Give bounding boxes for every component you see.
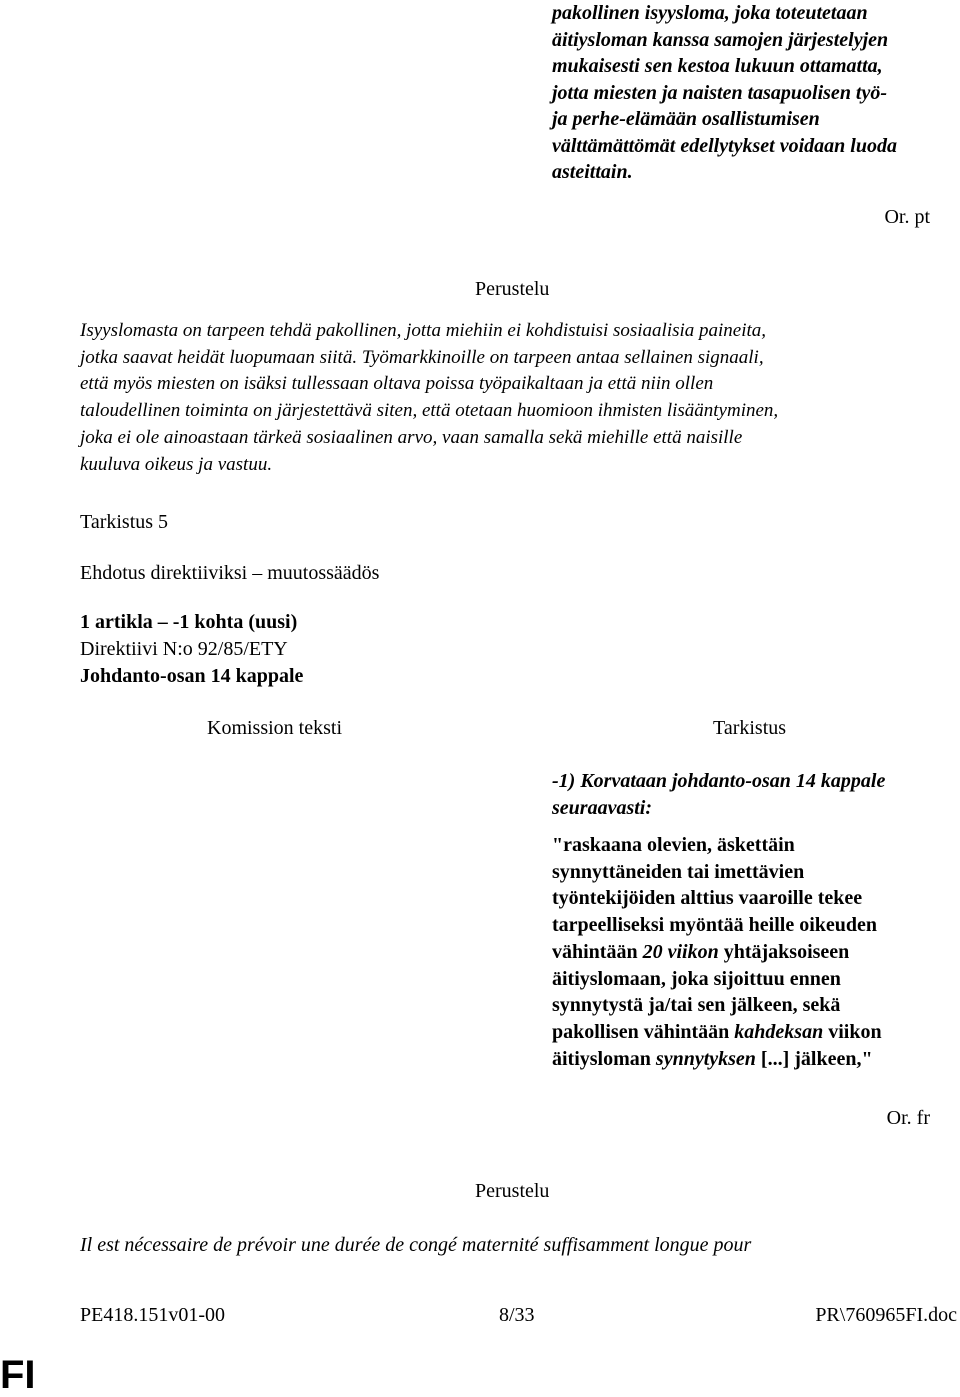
text-line: "raskaana olevien, äskettäin [552, 834, 795, 856]
justification-heading: Perustelu [475, 1180, 550, 1202]
emphasized-span: kahdeksan [734, 1020, 824, 1043]
text-line [552, 939, 882, 966]
directive-reference: Direktiivi N:o 92/85/ETY [80, 638, 288, 660]
footer-page-number: 8/33 [499, 1304, 535, 1326]
justification-text: Il est nécessaire de prévoir une durée de congé maternité suffisamment longue pour [80, 1234, 752, 1256]
text-span: vähintään [552, 940, 643, 963]
justification-heading: Perustelu [475, 278, 550, 300]
emphasized-span: 20 viikon [642, 940, 719, 963]
text-line: seuraavasti: [552, 796, 652, 819]
text-span: yhtäjaksoiseen [718, 940, 850, 963]
text-span: äitiysloman [552, 1047, 656, 1070]
text-line: asteittain. [552, 161, 633, 183]
text-line: kuuluva oikeus ja vastuu. [80, 453, 273, 475]
article-reference: 1 artikla – -1 kohta (uusi) [80, 611, 298, 633]
amendment-quote [552, 832, 882, 1072]
text-span: [...] jälkeen," [755, 1047, 873, 1070]
text-line: äitiysloman kanssa samojen järjestelyjen [552, 28, 889, 51]
footer-file-name: PR\760965FI.doc [815, 1304, 957, 1326]
text-line: ja perhe-elämään osallistumisen [552, 108, 820, 130]
text-line: että myös miesten on isäksi tullessaan oltava poissa työpaikaltaan ja että niin ollen [80, 373, 714, 395]
text-line: synnytystä ja/tai sen jälkeen, sekä [552, 994, 841, 1017]
text-line: synnyttäneiden tai imettävien [552, 860, 805, 883]
text-line: jotta miesten ja naisten tasapuolisen työ- [552, 81, 888, 104]
text-line: tarpeelliseksi myöntää heille oikeuden [552, 914, 877, 937]
justification-text [80, 318, 778, 478]
amendment-column-header: Tarkistus [713, 717, 787, 739]
commission-column-header: Komission teksti [207, 717, 343, 739]
original-language-label: Or. fr [886, 1107, 930, 1129]
text-line: joka ei ole ainoastaan tärkeä sosiaalinen arvo, vaan samalla sekä miehille että naisille [80, 426, 743, 448]
text-line: mukaisesti sen kestoa lukuun ottamatta, [552, 55, 883, 77]
recital-reference: Johdanto-osan 14 kappale [80, 665, 304, 687]
text-line: taloudellinen toiminta on järjestettävä siten, että otetaan huomioon ihmisten lisääntyminen, [80, 400, 779, 422]
original-language-label: Or. pt [884, 206, 930, 228]
text-span: pakollisen vähintään [552, 1020, 735, 1043]
text-line: työntekijöiden alttius vaaroille tekee [552, 887, 863, 910]
text-line: äitiyslomaan, joka sijoittuu ennen [552, 967, 841, 990]
text-line: jotka saavat heidät luopumaan siitä. Työmarkkinoille on tarpeen antaa sellainen signaali, [80, 346, 764, 368]
text-line: pakollinen isyysloma, joka toteutetaan [552, 2, 868, 24]
amendment-intro [552, 768, 885, 821]
text-line: Isyyslomasta on tarpeen tehdä pakollinen, jotta miehiin ei kohdistuisi sosiaalisia paineita, [80, 320, 767, 341]
emphasized-span: synnytyksen [655, 1047, 756, 1070]
text-span: viikon [823, 1020, 882, 1043]
text-line [552, 1019, 882, 1046]
previous-amendment-text [552, 0, 897, 186]
language-code: FI [0, 1353, 36, 1397]
text-line [552, 1046, 882, 1073]
proposal-title: Ehdotus direktiiviksi – muutossäädös [80, 562, 380, 584]
footer-document-reference: PE418.151v01-00 [80, 1304, 225, 1326]
text-line: -1) Korvataan johdanto-osan 14 kappale [552, 770, 886, 792]
amendment-heading: Tarkistus 5 [80, 511, 169, 533]
text-line: välttämättömät edellytykset voidaan luoda [552, 134, 897, 157]
